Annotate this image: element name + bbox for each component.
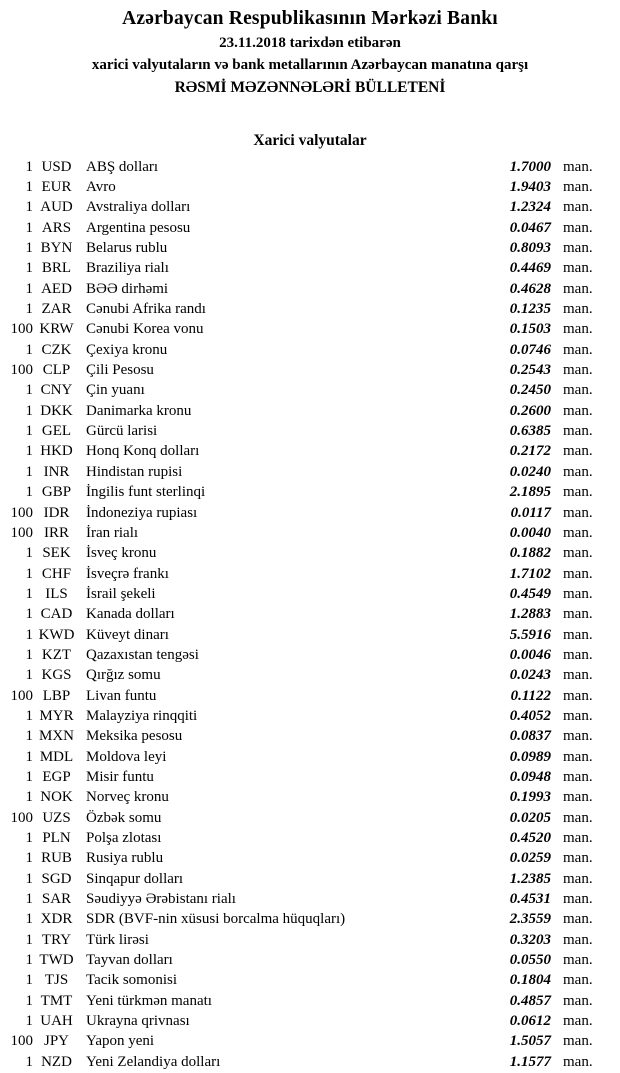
- row-currency-code: PLN: [42, 830, 71, 847]
- row-currency-code: TWD: [39, 952, 74, 969]
- table-row: [0, 177, 620, 197]
- row-unit: man.: [563, 952, 593, 969]
- row-currency-name: Yapon yeni: [86, 1033, 155, 1050]
- row-rate: 0.2172: [509, 443, 551, 460]
- page-title: Azərbaycan Respublikasının Mərkəzi Bankı: [122, 8, 498, 29]
- row-unit: man.: [563, 931, 593, 948]
- row-rate: 0.4628: [509, 280, 551, 297]
- table-row: [0, 666, 620, 686]
- row-quantity: 1: [25, 992, 33, 1009]
- row-unit: man.: [563, 809, 593, 826]
- row-currency-code: ILS: [45, 585, 68, 602]
- row-quantity: 100: [10, 321, 33, 338]
- table-row: [0, 218, 620, 238]
- row-currency-name: Yeni Zelandiya dolları: [86, 1053, 221, 1070]
- row-currency-name: Misir funtu: [86, 768, 154, 785]
- row-unit: man.: [563, 1013, 593, 1030]
- row-currency-code: KWD: [38, 626, 75, 643]
- row-currency-code: SAR: [41, 891, 72, 908]
- row-rate: 0.4520: [509, 830, 551, 847]
- row-currency-code: EGP: [42, 768, 71, 785]
- row-unit: man.: [563, 667, 593, 684]
- row-rate: 0.3203: [509, 931, 551, 948]
- row-unit: man.: [563, 321, 593, 338]
- row-unit: man.: [563, 158, 593, 175]
- row-rate: 5.5916: [509, 626, 551, 643]
- row-currency-name: Polşa zlotası: [86, 830, 162, 847]
- row-rate: 0.0046: [509, 646, 551, 663]
- table-row: [0, 401, 620, 421]
- row-rate: 0.0467: [509, 219, 551, 236]
- row-quantity: 1: [25, 199, 33, 216]
- row-currency-code: HKD: [40, 443, 73, 460]
- row-quantity: 100: [10, 1033, 33, 1050]
- row-currency-name: Livan funtu: [86, 687, 157, 704]
- row-quantity: 1: [25, 1053, 33, 1070]
- row-quantity: 1: [25, 545, 33, 562]
- row-currency-code: TRY: [41, 931, 72, 948]
- subject-line: xarici valyutaların və bank metallarının Azərbaycan manatına qarşı: [91, 57, 529, 73]
- table-row: [0, 584, 620, 604]
- row-currency-code: SEK: [42, 545, 71, 562]
- row-unit: man.: [563, 830, 593, 847]
- row-rate: 0.2543: [509, 362, 551, 379]
- row-currency-name: Küveyt dinarı: [86, 626, 169, 643]
- row-quantity: 1: [25, 891, 33, 908]
- row-quantity: 1: [25, 707, 33, 724]
- row-unit: man.: [563, 545, 593, 562]
- row-currency-code: INR: [43, 463, 70, 480]
- row-unit: man.: [563, 707, 593, 724]
- row-rate: 0.0612: [509, 1013, 551, 1030]
- row-quantity: 1: [25, 301, 33, 318]
- row-currency-code: SGD: [41, 870, 72, 887]
- row-unit: man.: [563, 972, 593, 989]
- row-rate: 0.1993: [509, 789, 551, 806]
- row-currency-name: Honq Konq dolları: [86, 443, 200, 460]
- row-rate: 0.0243: [509, 667, 551, 684]
- row-unit: man.: [563, 870, 593, 887]
- row-currency-name: Qırğız somu: [86, 667, 161, 684]
- row-unit: man.: [563, 484, 593, 501]
- row-unit: man.: [563, 301, 593, 318]
- row-unit: man.: [563, 850, 593, 867]
- row-unit: man.: [563, 646, 593, 663]
- row-currency-code: EUR: [41, 179, 72, 196]
- row-unit: man.: [563, 728, 593, 745]
- row-currency-code: ARS: [41, 219, 72, 236]
- row-currency-name: Meksika pesosu: [86, 728, 183, 745]
- table-row: [0, 971, 620, 991]
- row-unit: man.: [563, 606, 593, 623]
- row-currency-code: IRR: [43, 524, 69, 541]
- row-currency-name: Moldova leyi: [86, 748, 167, 765]
- row-quantity: 100: [10, 687, 33, 704]
- row-currency-code: DKK: [40, 402, 73, 419]
- row-unit: man.: [563, 199, 593, 216]
- row-rate: 0.0746: [509, 341, 551, 358]
- row-currency-code: RUB: [41, 850, 72, 867]
- row-currency-name: Belarus rublu: [86, 240, 168, 257]
- row-quantity: 1: [25, 423, 33, 440]
- row-currency-code: GBP: [41, 484, 72, 501]
- row-currency-name: BƏƏ dirhəmi: [86, 280, 169, 297]
- table-row: [0, 767, 620, 787]
- row-currency-name: Avro: [86, 179, 116, 196]
- row-quantity: 1: [25, 748, 33, 765]
- row-currency-code: CZK: [41, 341, 72, 358]
- row-unit: man.: [563, 219, 593, 236]
- row-rate: 1.1577: [509, 1053, 551, 1070]
- table-row: [0, 1052, 620, 1072]
- bulletin-title-line: RƏSMİ MƏZƏNNƏLƏRİ BÜLLETENİ: [174, 79, 446, 96]
- row-currency-code: LBP: [42, 687, 71, 704]
- row-rate: 0.0259: [509, 850, 551, 867]
- row-unit: man.: [563, 626, 593, 643]
- row-quantity: 1: [25, 606, 33, 623]
- row-rate: 0.0989: [509, 748, 551, 765]
- row-quantity: 1: [25, 260, 33, 277]
- row-quantity: 1: [25, 728, 33, 745]
- row-quantity: 1: [25, 911, 33, 928]
- row-currency-name: Qazaxıstan tengəsi: [86, 646, 199, 663]
- row-quantity: 1: [25, 768, 33, 785]
- row-unit: man.: [563, 423, 593, 440]
- row-unit: man.: [563, 504, 593, 521]
- table-row: [0, 340, 620, 360]
- row-rate: 0.1503: [509, 321, 551, 338]
- row-currency-name: İndoneziya rupiası: [86, 504, 198, 521]
- row-currency-code: UAH: [40, 1013, 73, 1030]
- row-unit: man.: [563, 992, 593, 1009]
- table-row: [0, 259, 620, 279]
- row-currency-name: Rusiya rublu: [86, 850, 164, 867]
- row-unit: man.: [563, 341, 593, 358]
- row-currency-code: TJS: [44, 972, 69, 989]
- row-currency-code: ZAR: [41, 301, 72, 318]
- row-quantity: 1: [25, 667, 33, 684]
- row-rate: 0.0837: [509, 728, 551, 745]
- row-rate: 1.2883: [509, 606, 551, 623]
- row-currency-name: Argentina pesosu: [86, 219, 191, 236]
- row-currency-name: Malayziya rinqqiti: [86, 707, 198, 724]
- row-unit: man.: [563, 789, 593, 806]
- table-row: [0, 950, 620, 970]
- row-quantity: 1: [25, 952, 33, 969]
- row-rate: 0.0240: [509, 463, 551, 480]
- row-currency-name: Yeni türkmən manatı: [86, 992, 212, 1009]
- row-rate: 0.1122: [510, 687, 551, 704]
- row-currency-code: BYN: [40, 240, 73, 257]
- table-row: [0, 788, 620, 808]
- row-currency-name: İsrail şekeli: [86, 585, 156, 602]
- row-unit: man.: [563, 382, 593, 399]
- row-currency-name: İran rialı: [86, 524, 139, 541]
- table-row: [0, 869, 620, 889]
- row-rate: 0.0550: [509, 952, 551, 969]
- row-rate: 0.1882: [509, 545, 551, 562]
- row-currency-code: CNY: [40, 382, 73, 399]
- row-quantity: 1: [25, 382, 33, 399]
- row-rate: 0.4857: [509, 992, 551, 1009]
- row-rate: 1.2385: [509, 870, 551, 887]
- row-unit: man.: [563, 179, 593, 196]
- table-row: [0, 198, 620, 218]
- row-unit: man.: [563, 1053, 593, 1070]
- table-row: [0, 483, 620, 503]
- row-currency-name: İngilis funt sterlinqi: [86, 484, 206, 501]
- table-row: [0, 625, 620, 645]
- row-quantity: 1: [25, 463, 33, 480]
- table-row: [0, 320, 620, 340]
- row-quantity: 1: [25, 565, 33, 582]
- row-currency-code: CAD: [40, 606, 73, 623]
- table-row: [0, 299, 620, 319]
- row-currency-name: Gürcü larisi: [86, 423, 158, 440]
- table-row: [0, 1032, 620, 1052]
- row-rate: 0.4052: [509, 707, 551, 724]
- row-quantity: 1: [25, 240, 33, 257]
- row-quantity: 1: [25, 972, 33, 989]
- row-rate: 0.0040: [509, 524, 551, 541]
- row-unit: man.: [563, 362, 593, 379]
- row-quantity: 1: [25, 341, 33, 358]
- row-quantity: 1: [25, 585, 33, 602]
- table-row: [0, 279, 620, 299]
- table-row: [0, 747, 620, 767]
- row-rate: 0.4531: [509, 891, 551, 908]
- row-currency-name: Tayvan dolları: [86, 952, 173, 969]
- row-rate: 1.7102: [509, 565, 551, 582]
- row-currency-name: Özbək somu: [86, 809, 162, 826]
- table-row: [0, 645, 620, 665]
- row-unit: man.: [563, 463, 593, 480]
- row-unit: man.: [563, 402, 593, 419]
- row-quantity: 100: [10, 809, 33, 826]
- row-quantity: 1: [25, 402, 33, 419]
- row-unit: man.: [563, 891, 593, 908]
- row-quantity: 1: [25, 850, 33, 867]
- row-quantity: 1: [25, 219, 33, 236]
- row-currency-code: AED: [41, 280, 72, 297]
- row-currency-code: JPY: [43, 1033, 69, 1050]
- rates-table: [0, 157, 620, 1072]
- table-row: [0, 157, 620, 177]
- row-currency-code: NOK: [40, 789, 73, 806]
- table-row: [0, 706, 620, 726]
- row-currency-name: Çili Pesosu: [86, 362, 154, 379]
- table-row: [0, 564, 620, 584]
- row-currency-name: Cənubi Afrika randı: [86, 301, 206, 318]
- row-rate: 1.5057: [509, 1033, 551, 1050]
- row-currency-code: MYR: [39, 707, 74, 724]
- row-quantity: 1: [25, 830, 33, 847]
- row-rate: 0.1235: [509, 301, 551, 318]
- row-currency-code: BRL: [41, 260, 72, 277]
- row-currency-code: UZS: [42, 809, 71, 826]
- row-currency-name: Danimarka kronu: [86, 402, 192, 419]
- row-quantity: 1: [25, 1013, 33, 1030]
- row-currency-name: Tacik somonisi: [86, 972, 178, 989]
- row-unit: man.: [563, 260, 593, 277]
- row-rate: 0.0205: [509, 809, 551, 826]
- row-unit: man.: [563, 748, 593, 765]
- row-currency-code: AUD: [40, 199, 73, 216]
- table-row: [0, 544, 620, 564]
- row-currency-name: Səudiyyə Ərəbistanı rialı: [86, 891, 236, 908]
- row-currency-code: IDR: [43, 504, 70, 521]
- row-currency-name: Hindistan rupisi: [86, 463, 183, 480]
- row-unit: man.: [563, 911, 593, 928]
- row-currency-code: KRW: [39, 321, 74, 338]
- row-unit: man.: [563, 585, 593, 602]
- row-rate: 0.8093: [509, 240, 551, 257]
- row-currency-code: GEL: [41, 423, 72, 440]
- row-currency-name: İsveçrə frankı: [86, 565, 169, 582]
- table-row: [0, 421, 620, 441]
- row-rate: 0.1804: [509, 972, 551, 989]
- row-currency-code: TMT: [40, 992, 73, 1009]
- table-row: [0, 808, 620, 828]
- table-row: [0, 930, 620, 950]
- row-currency-code: CHF: [41, 565, 72, 582]
- row-currency-name: Çexiya kronu: [86, 341, 168, 358]
- table-row: [0, 991, 620, 1011]
- row-rate: 0.2600: [509, 402, 551, 419]
- table-row: [0, 849, 620, 869]
- row-rate: 2.3559: [509, 911, 551, 928]
- row-unit: man.: [563, 240, 593, 257]
- row-currency-name: İsveç kronu: [86, 545, 157, 562]
- row-quantity: 1: [25, 280, 33, 297]
- table-row: [0, 727, 620, 747]
- row-unit: man.: [563, 768, 593, 785]
- row-currency-name: SDR (BVF-nin xüsusi borcalma hüquqları): [86, 911, 346, 928]
- row-currency-name: Sinqapur dolları: [86, 870, 184, 887]
- table-row: [0, 910, 620, 930]
- row-quantity: 1: [25, 158, 33, 175]
- row-quantity: 1: [25, 443, 33, 460]
- row-unit: man.: [563, 1033, 593, 1050]
- row-currency-code: KGS: [41, 667, 72, 684]
- row-rate: 0.4469: [509, 260, 551, 277]
- table-row: [0, 686, 620, 706]
- row-unit: man.: [563, 443, 593, 460]
- row-quantity: 1: [25, 646, 33, 663]
- row-quantity: 1: [25, 484, 33, 501]
- table-row: [0, 523, 620, 543]
- table-row: [0, 828, 620, 848]
- row-rate: 0.2450: [509, 382, 551, 399]
- section-title-foreign-currencies: Xarici valyutalar: [253, 132, 367, 149]
- row-quantity: 1: [25, 179, 33, 196]
- row-currency-name: Cənubi Korea vonu: [86, 321, 204, 338]
- row-currency-name: Avstraliya dolları: [86, 199, 191, 216]
- table-row: [0, 1011, 620, 1031]
- row-unit: man.: [563, 524, 593, 541]
- row-currency-code: KZT: [41, 646, 72, 663]
- row-quantity: 100: [10, 504, 33, 521]
- row-unit: man.: [563, 687, 593, 704]
- row-currency-name: Norveç kronu: [86, 789, 169, 806]
- row-quantity: 100: [10, 524, 33, 541]
- table-row: [0, 360, 620, 380]
- table-row: [0, 442, 620, 462]
- row-quantity: 1: [25, 789, 33, 806]
- row-rate: 0.0117: [510, 504, 551, 521]
- row-currency-code: MXN: [38, 728, 74, 745]
- row-currency-code: USD: [41, 158, 72, 175]
- row-rate: 0.4549: [509, 585, 551, 602]
- row-quantity: 100: [10, 362, 33, 379]
- row-currency-code: CLP: [42, 362, 71, 379]
- row-rate: 1.2324: [509, 199, 551, 216]
- table-row: [0, 462, 620, 482]
- row-currency-code: XDR: [40, 911, 73, 928]
- row-rate: 1.7000: [509, 158, 551, 175]
- row-rate: 0.0948: [509, 768, 551, 785]
- row-rate: 2.1895: [509, 484, 551, 501]
- row-quantity: 1: [25, 870, 33, 887]
- row-quantity: 1: [25, 626, 33, 643]
- row-unit: man.: [563, 565, 593, 582]
- row-quantity: 1: [25, 931, 33, 948]
- table-row: [0, 381, 620, 401]
- table-row: [0, 503, 620, 523]
- row-currency-code: NZD: [41, 1053, 72, 1070]
- row-currency-name: Braziliya rialı: [86, 260, 169, 277]
- table-row: [0, 605, 620, 625]
- row-currency-name: Çin yuanı: [86, 382, 145, 399]
- row-currency-name: ABŞ dolları: [86, 158, 159, 175]
- row-currency-name: Kanada dolları: [86, 606, 175, 623]
- effective-date-line: 23.11.2018 tarixdən etibarən: [219, 35, 401, 51]
- row-rate: 1.9403: [509, 179, 551, 196]
- row-currency-name: Türk lirəsi: [86, 931, 149, 948]
- row-rate: 0.6385: [509, 423, 551, 440]
- row-currency-code: MDL: [39, 748, 74, 765]
- row-currency-name: Ukrayna qrivnası: [86, 1013, 190, 1030]
- table-row: [0, 889, 620, 909]
- row-unit: man.: [563, 280, 593, 297]
- table-row: [0, 238, 620, 258]
